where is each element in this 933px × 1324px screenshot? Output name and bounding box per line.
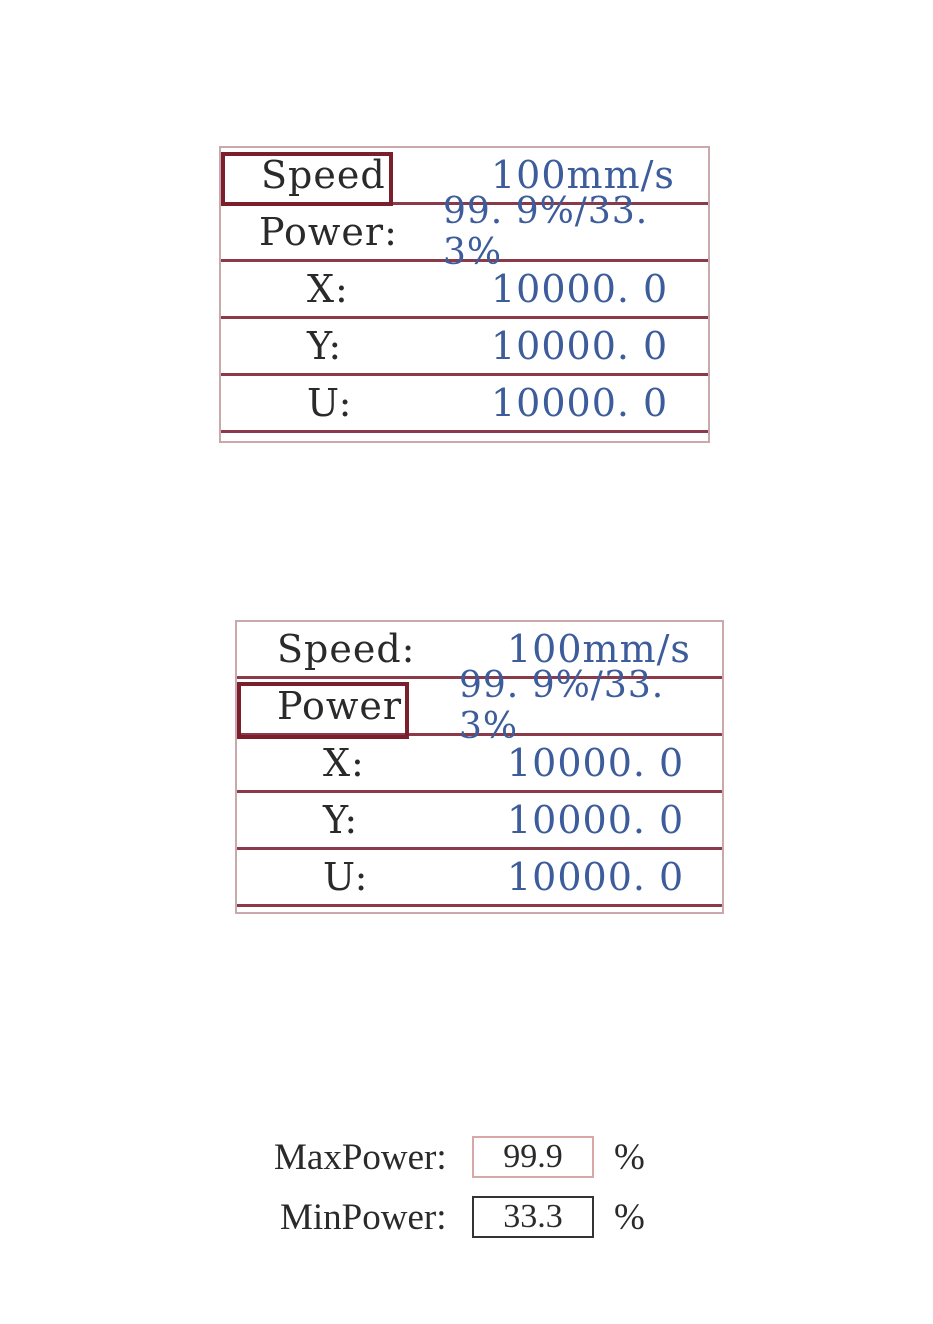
u-label: U: <box>323 855 369 899</box>
min-power-label: MinPower: <box>280 1196 447 1238</box>
min-power-input[interactable]: 33.3 <box>472 1196 594 1238</box>
x-value: 10000. 0 <box>491 267 669 311</box>
row-x[interactable] <box>221 262 708 319</box>
y-label: Y: <box>323 798 359 842</box>
power-value: 99. 9%/33. 3% <box>459 665 665 747</box>
y-value: 10000. 0 <box>507 798 685 842</box>
status-panel-power-selected <box>235 620 724 914</box>
speed-label: Speed <box>261 153 386 197</box>
status-panel-speed-selected <box>219 146 710 443</box>
selection-highlight-power <box>237 682 409 739</box>
power-label: Power: <box>259 210 398 254</box>
u-label: U: <box>307 381 353 425</box>
max-power-row <box>262 1130 660 1184</box>
row-u[interactable] <box>221 376 708 433</box>
row-y[interactable] <box>221 319 708 376</box>
power-label: Power <box>277 684 403 728</box>
x-label: X: <box>307 267 349 311</box>
power-settings <box>262 1116 660 1250</box>
speed-label: Speed: <box>277 627 416 671</box>
max-power-unit: % <box>614 1136 645 1178</box>
row-x[interactable] <box>237 736 722 793</box>
min-power-unit: % <box>614 1196 645 1238</box>
max-power-label: MaxPower: <box>274 1136 447 1178</box>
y-value: 10000. 0 <box>491 324 669 368</box>
row-power[interactable] <box>221 191 708 273</box>
min-power-row <box>262 1190 660 1244</box>
row-y[interactable] <box>237 793 722 850</box>
row-u[interactable] <box>237 850 722 907</box>
u-value: 10000. 0 <box>491 381 669 425</box>
y-label: Y: <box>307 324 343 368</box>
speed-value: 100mm/s <box>491 153 675 197</box>
u-value: 10000. 0 <box>507 855 685 899</box>
selection-highlight-speed <box>221 152 393 206</box>
x-label: X: <box>323 741 365 785</box>
speed-value: 100mm/s <box>507 627 691 671</box>
max-power-input[interactable]: 99.9 <box>472 1136 594 1178</box>
power-value: 99. 9%/33. 3% <box>443 191 649 273</box>
x-value: 10000. 0 <box>507 741 685 785</box>
